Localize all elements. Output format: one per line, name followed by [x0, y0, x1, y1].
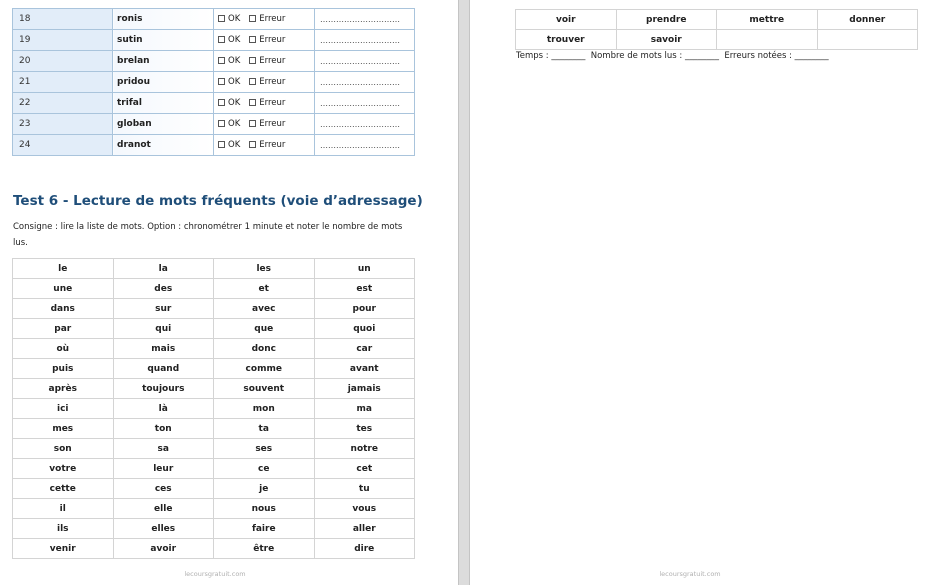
frequent-word: être — [214, 539, 315, 559]
answer-line: ………………………… — [315, 51, 415, 72]
verb-word: savoir — [616, 30, 717, 50]
ok-checkbox[interactable] — [218, 120, 225, 127]
error-checkbox[interactable] — [249, 36, 256, 43]
frequent-word: nous — [214, 499, 315, 519]
error-label: Erreur — [259, 77, 286, 87]
frequent-word: je — [214, 479, 315, 499]
frequent-word: ce — [214, 459, 315, 479]
verb-word: mettre — [717, 10, 818, 30]
frequent-word: elles — [113, 519, 214, 539]
frequent-word: ils — [13, 519, 114, 539]
result-checkboxes — [214, 93, 315, 114]
ok-checkbox[interactable] — [218, 78, 225, 85]
frequent-word: quoi — [314, 319, 415, 339]
frequent-word: avoir — [113, 539, 214, 559]
frequent-word: toujours — [113, 379, 214, 399]
frequent-word: avant — [314, 359, 415, 379]
pseudo-word: globan — [113, 114, 214, 135]
error-checkbox[interactable] — [249, 57, 256, 64]
frequent-words-row — [13, 539, 415, 559]
frequent-word: où — [13, 339, 114, 359]
pseudo-word-row — [13, 30, 415, 51]
ok-checkbox[interactable] — [218, 15, 225, 22]
frequent-word: mais — [113, 339, 214, 359]
ok-checkbox[interactable] — [218, 57, 225, 64]
result-checkboxes — [214, 30, 315, 51]
answer-line: ………………………… — [315, 114, 415, 135]
frequent-word: car — [314, 339, 415, 359]
ok-label: OK — [228, 98, 241, 108]
frequent-words-row — [13, 459, 415, 479]
frequent-word: ma — [314, 399, 415, 419]
verb-word: trouver — [516, 30, 617, 50]
error-label: Erreur — [259, 35, 286, 45]
test6-instruction: Consigne : lire la liste de mots. Option : chronométrer 1 minute et noter le nombre de mots lus. — [13, 222, 403, 248]
frequent-word: ces — [113, 479, 214, 499]
ok-label: OK — [228, 140, 241, 150]
result-checkboxes — [214, 135, 315, 156]
frequent-word: mon — [214, 399, 315, 419]
row-number: 21 — [13, 72, 113, 93]
row-number: 23 — [13, 114, 113, 135]
frequent-word: jamais — [314, 379, 415, 399]
error-label: Erreur — [259, 98, 286, 108]
frequent-word: sa — [113, 439, 214, 459]
result-checkboxes — [214, 51, 315, 72]
frequent-word: quand — [113, 359, 214, 379]
answer-line: ………………………… — [315, 72, 415, 93]
frequent-word: comme — [214, 359, 315, 379]
result-checkboxes — [214, 114, 315, 135]
frequent-word: ta — [214, 419, 315, 439]
frequent-word: aller — [314, 519, 415, 539]
frequent-word: faire — [214, 519, 315, 539]
frequent-words-row — [13, 519, 415, 539]
frequent-word: que — [214, 319, 315, 339]
page-right — [470, 0, 930, 585]
error-label: Erreur — [259, 119, 286, 129]
frequent-word: dans — [13, 299, 114, 319]
row-number: 22 — [13, 93, 113, 114]
frequent-word: puis — [13, 359, 114, 379]
frequent-word: tu — [314, 479, 415, 499]
verbs-row — [516, 30, 918, 50]
error-checkbox[interactable] — [249, 15, 256, 22]
pseudo-word-row — [13, 135, 415, 156]
pseudo-word: brelan — [113, 51, 214, 72]
frequent-word: notre — [314, 439, 415, 459]
frequent-word: la — [113, 259, 214, 279]
answer-line: ………………………… — [315, 135, 415, 156]
frequent-word: votre — [13, 459, 114, 479]
page-gutter — [458, 0, 470, 585]
pseudo-word-row — [13, 114, 415, 135]
frequent-word: ton — [113, 419, 214, 439]
frequent-words-row — [13, 379, 415, 399]
frequent-word: dire — [314, 539, 415, 559]
frequent-words-row — [13, 359, 415, 379]
error-checkbox[interactable] — [249, 120, 256, 127]
page-left — [0, 0, 458, 585]
answer-line: ………………………… — [315, 93, 415, 114]
error-label: Erreur — [259, 56, 286, 66]
frequent-word: le — [13, 259, 114, 279]
verb-word: prendre — [616, 10, 717, 30]
frequent-word: un — [314, 259, 415, 279]
ok-label: OK — [228, 14, 241, 24]
frequent-word: qui — [113, 319, 214, 339]
frequent-word: est — [314, 279, 415, 299]
pseudo-words-table — [12, 8, 415, 156]
ok-label: OK — [228, 77, 241, 87]
page-footer-right: lecoursgratuit.com — [659, 570, 721, 578]
page-footer-left: lecoursgratuit.com — [184, 570, 246, 578]
verb-word — [717, 30, 818, 50]
test6-title: Test 6 - Lecture de mots fréquents (voie d’adressage) — [13, 193, 423, 209]
row-number: 19 — [13, 30, 113, 51]
frequent-word: vous — [314, 499, 415, 519]
frequent-word: des — [113, 279, 214, 299]
frequent-word: souvent — [214, 379, 315, 399]
pseudo-word: trifal — [113, 93, 214, 114]
frequent-words-row — [13, 339, 415, 359]
frequent-word: elle — [113, 499, 214, 519]
frequent-word: avec — [214, 299, 315, 319]
ok-checkbox[interactable] — [218, 36, 225, 43]
row-number: 20 — [13, 51, 113, 72]
frequent-words-row — [13, 499, 415, 519]
verb-word: voir — [516, 10, 617, 30]
pseudo-word: pridou — [113, 72, 214, 93]
frequent-word: tes — [314, 419, 415, 439]
verb-word — [817, 30, 918, 50]
pseudo-word: sutin — [113, 30, 214, 51]
frequent-words-row — [13, 399, 415, 419]
frequent-word: ses — [214, 439, 315, 459]
frequent-word: par — [13, 319, 114, 339]
frequent-word: les — [214, 259, 315, 279]
frequent-word: venir — [13, 539, 114, 559]
frequent-word: cet — [314, 459, 415, 479]
result-checkboxes — [214, 72, 315, 93]
row-number: 24 — [13, 135, 113, 156]
error-checkbox[interactable] — [249, 99, 256, 106]
frequent-words-row — [13, 279, 415, 299]
frequent-words-row — [13, 479, 415, 499]
error-label: Erreur — [259, 140, 286, 150]
pseudo-word-row — [13, 9, 415, 30]
verb-word: donner — [817, 10, 918, 30]
ok-label: OK — [228, 119, 241, 129]
frequent-words-row — [13, 419, 415, 439]
frequent-word: donc — [214, 339, 315, 359]
frequent-words-row — [13, 319, 415, 339]
frequent-word: une — [13, 279, 114, 299]
frequent-words-row — [13, 259, 415, 279]
verbs-row — [516, 10, 918, 30]
frequent-word: mes — [13, 419, 114, 439]
ok-checkbox[interactable] — [218, 141, 225, 148]
error-checkbox[interactable] — [249, 78, 256, 85]
frequent-word: ici — [13, 399, 114, 419]
verbs-table — [515, 9, 918, 50]
answer-line: ………………………… — [315, 9, 415, 30]
frequent-words-table — [12, 258, 415, 559]
frequent-word: là — [113, 399, 214, 419]
pseudo-word: ronis — [113, 9, 214, 30]
error-label: Erreur — [259, 14, 286, 24]
pseudo-word-row — [13, 93, 415, 114]
ok-label: OK — [228, 56, 241, 66]
ok-checkbox[interactable] — [218, 99, 225, 106]
result-checkboxes — [214, 9, 315, 30]
frequent-word: sur — [113, 299, 214, 319]
row-number: 18 — [13, 9, 113, 30]
answer-line: ………………………… — [315, 30, 415, 51]
score-line: Temps : ________ Nombre de mots lus : ________ Erreurs notées : ________ — [516, 51, 829, 61]
frequent-word: il — [13, 499, 114, 519]
frequent-words-row — [13, 299, 415, 319]
frequent-word: leur — [113, 459, 214, 479]
frequent-word: cette — [13, 479, 114, 499]
frequent-word: pour — [314, 299, 415, 319]
pseudo-word-row — [13, 51, 415, 72]
frequent-word: son — [13, 439, 114, 459]
frequent-words-row — [13, 439, 415, 459]
ok-label: OK — [228, 35, 241, 45]
pseudo-word: dranot — [113, 135, 214, 156]
frequent-word: et — [214, 279, 315, 299]
frequent-word: après — [13, 379, 114, 399]
error-checkbox[interactable] — [249, 141, 256, 148]
pseudo-word-row — [13, 72, 415, 93]
